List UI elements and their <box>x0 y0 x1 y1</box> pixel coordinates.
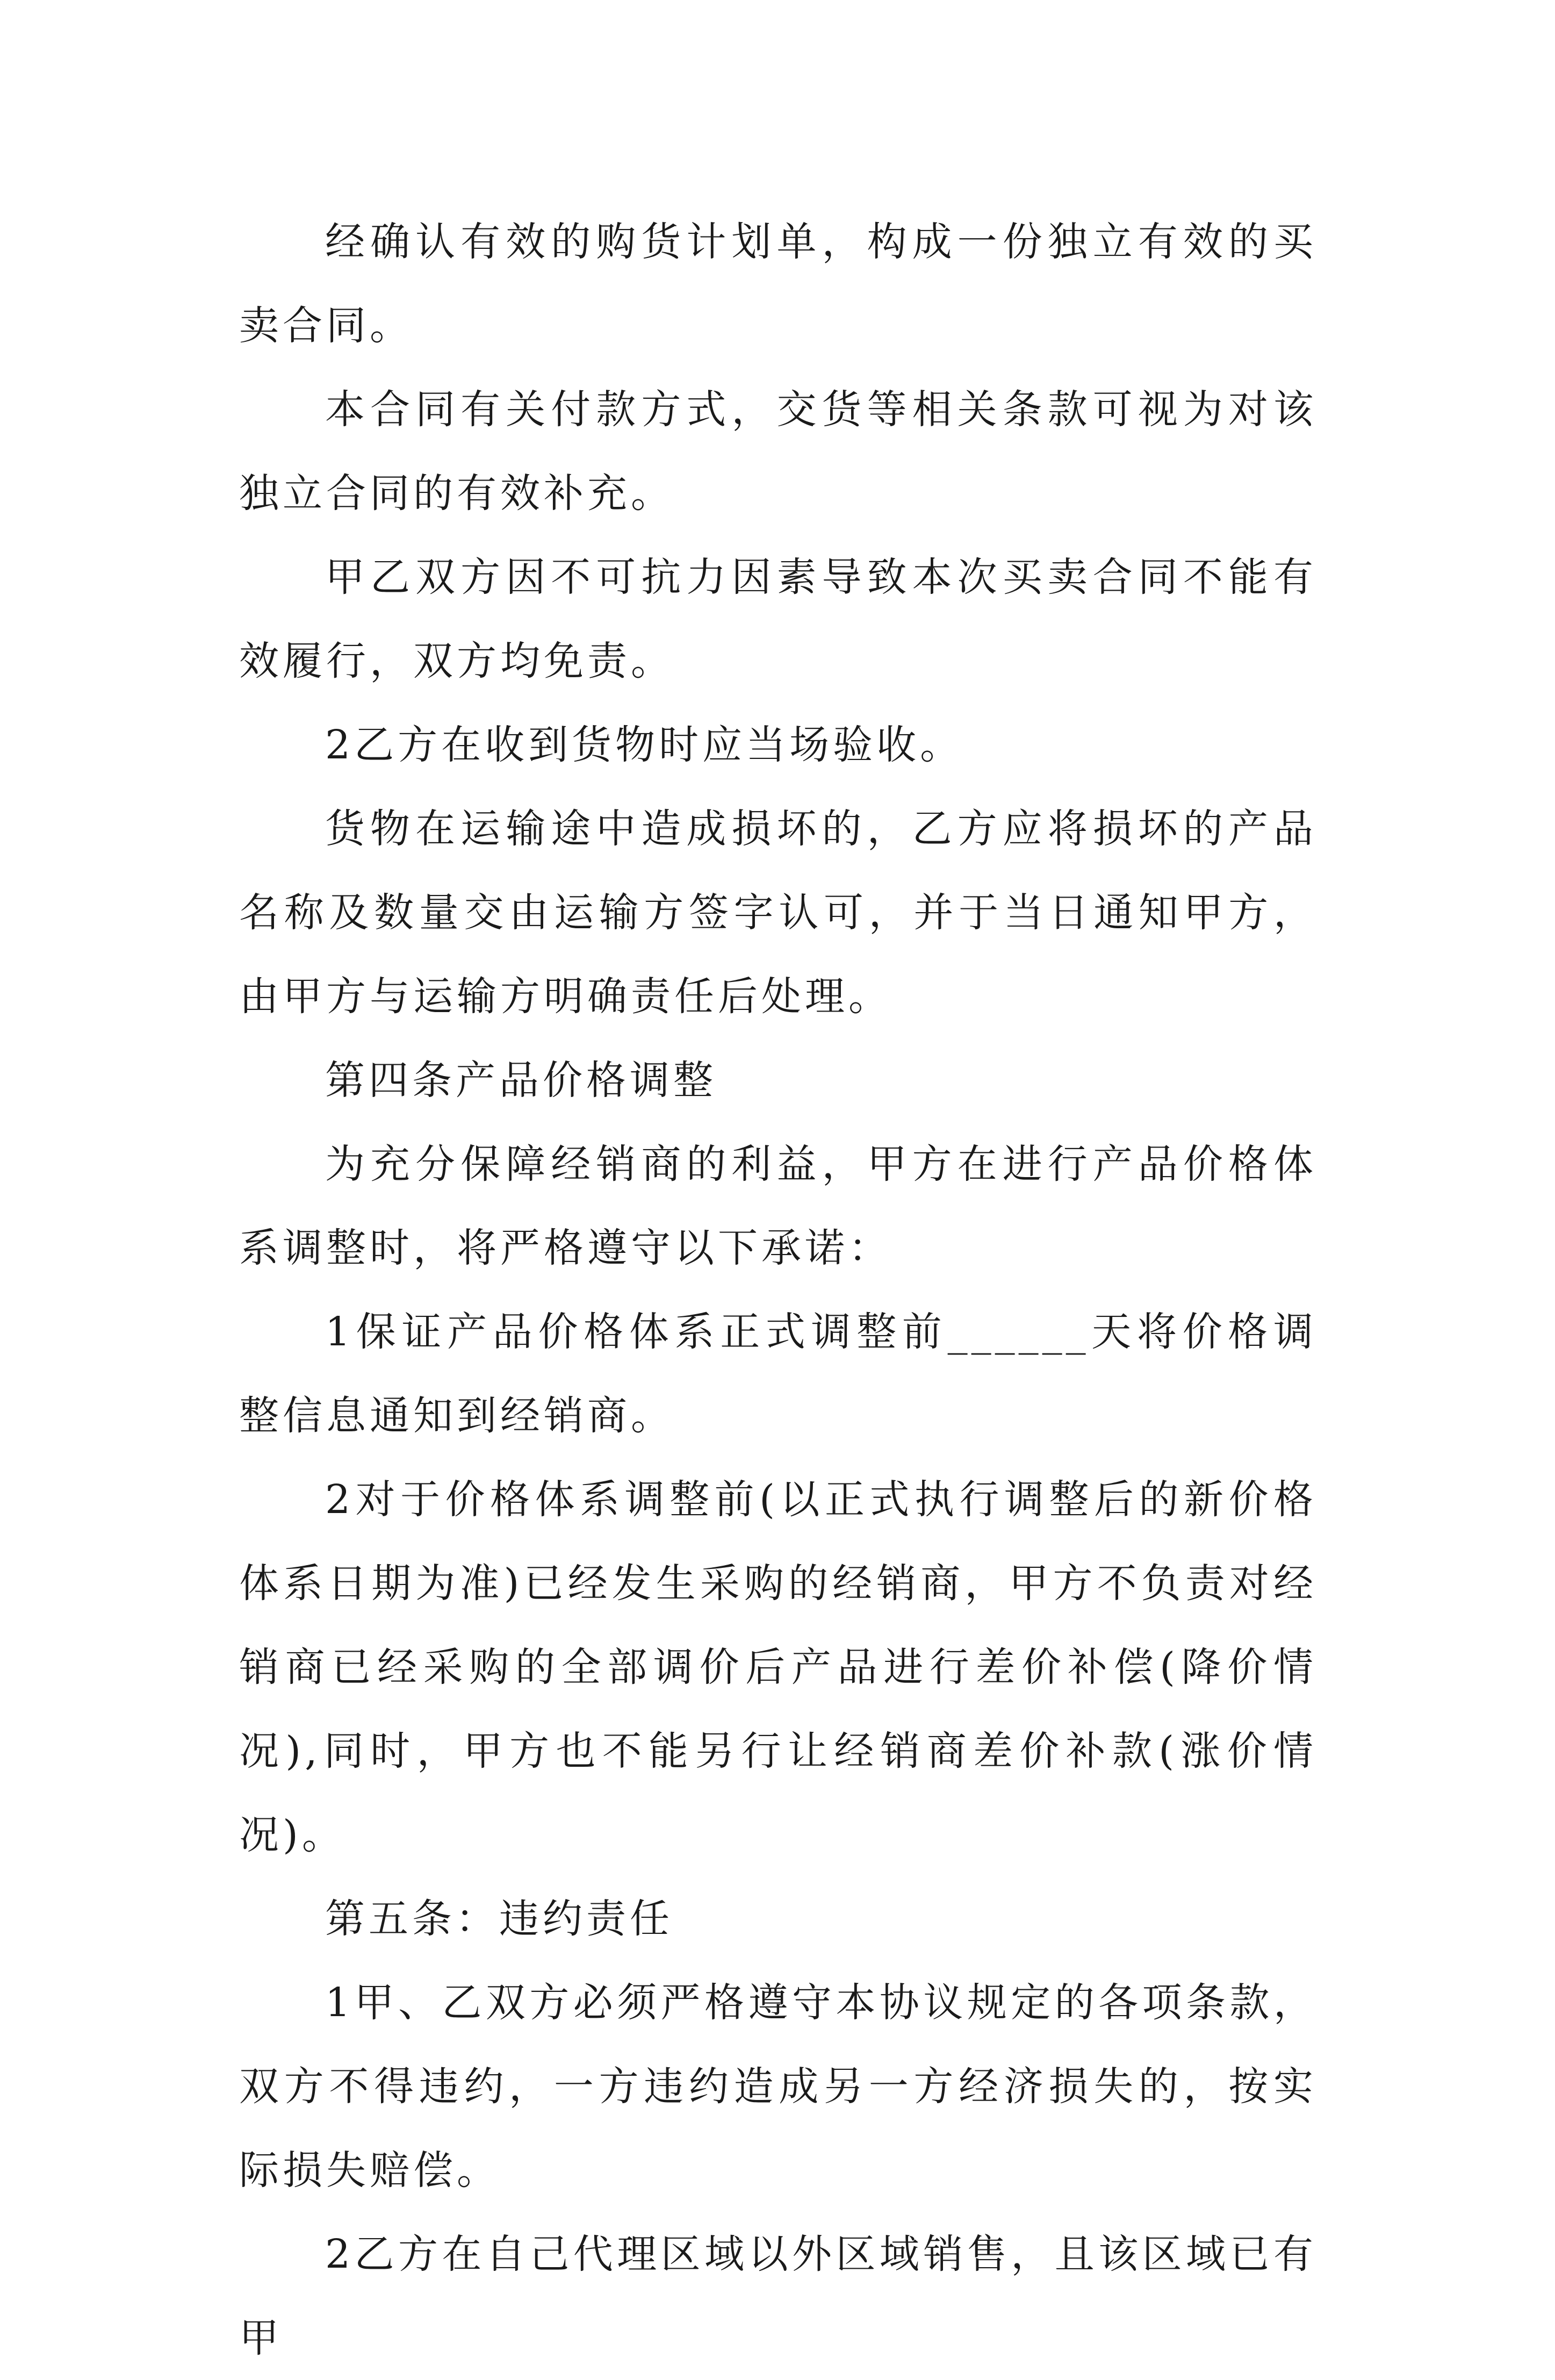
paragraph-price-difference: 2对于价格体系调整前(以正式执行调整后的新价格体系日期为准)已经发生采购的经销商，甲方不负责对经销商已经采购的全部调价后产品进行差价补偿(降价情况),同时，甲方也不能另行让经销商差价补款(涨价情况)。 <box>239 1476 1317 1858</box>
section-heading-liability: 第五条：违约责任 <box>325 1896 673 1942</box>
paragraph-transport-damage: 货物在运输途中造成损坏的，乙方应将损坏的产品名称及数量交由运输方签字认可，并于当日通知甲方，由甲方与运输方明确责任后处理。 <box>239 806 1317 1020</box>
paragraph-payment-terms: 本合同有关付款方式，交货等相关条款可视为对该独立合同的有效补充。 <box>239 386 1317 517</box>
paragraph-price-notice: 1保证产品价格体系正式调整前______天将价格调整信息通知到经销商。 <box>239 1309 1317 1439</box>
paragraph-force-majeure: 甲乙双方因不可抗力因素导致本次买卖合同不能有效履行，双方均免责。 <box>239 554 1317 684</box>
document-body <box>239 200 1317 2380</box>
paragraph-compliance: 1甲、乙双方必须严格遵守本协议规定的各项条款，双方不得违约，一方违约造成另一方经济损失的，按实际损失赔偿。 <box>239 1980 1317 2193</box>
section-heading-price-adjustment: 第四条产品价格调整 <box>325 1057 717 1103</box>
paragraph-purchase-plan: 经确认有效的购货计划单，构成一份独立有效的买卖合同。 <box>239 219 1317 349</box>
paragraph-territory: 2乙方在自己代理区域以外区域销售，且该区域已有甲 <box>239 2231 1317 2361</box>
paragraph-inspection: 2乙方在收到货物时应当场验收。 <box>325 722 964 768</box>
paragraph-price-commitment: 为充分保障经销商的利益，甲方在进行产品价格体系调整时，将严格遵守以下承诺： <box>239 1141 1317 1271</box>
